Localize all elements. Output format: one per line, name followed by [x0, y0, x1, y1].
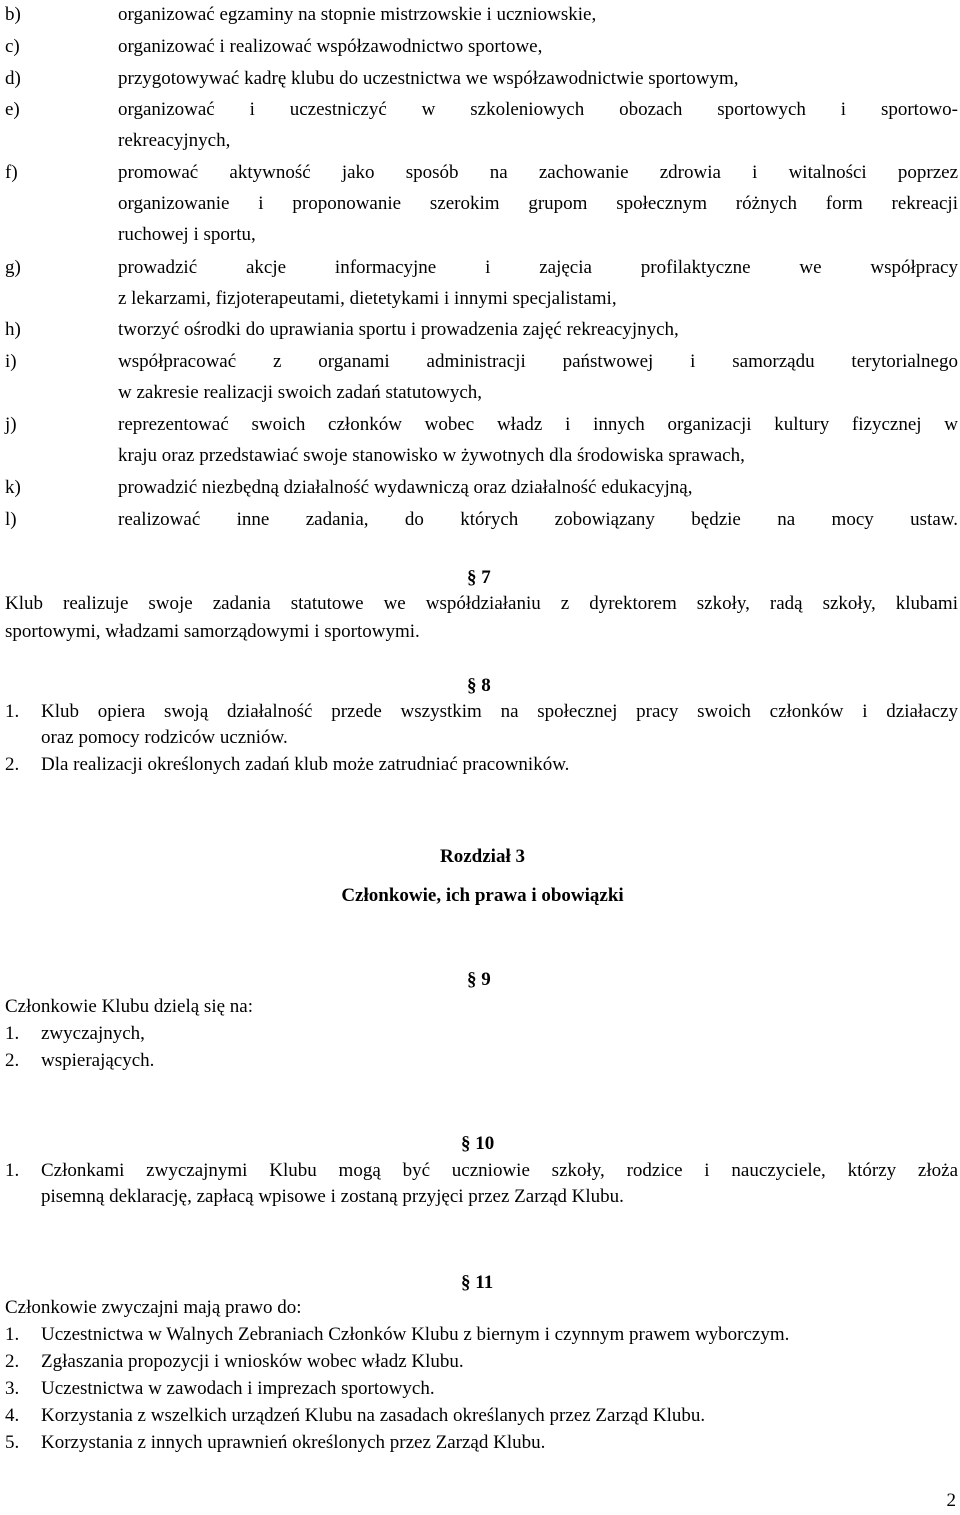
section-mark-7: § 7: [467, 567, 491, 588]
section-8-item-text: oraz pomocy rodziców uczniów.: [41, 727, 288, 748]
chapter-title: Członkowie, ich prawa i obowiązki: [341, 885, 624, 906]
list-item-label: l): [5, 509, 17, 530]
section-10-item-text: pisemną deklarację, zapłacą wpisowe i zostaną przyjęci przez Zarząd Klubu.: [41, 1186, 624, 1207]
section-11-item-number: 5.: [5, 1432, 20, 1453]
list-item-text: w zakresie realizacji swoich zadań statutowych,: [118, 382, 483, 403]
section-9-intro: Członkowie Klubu dzielą się na:: [5, 996, 253, 1017]
section-11-item-text: Zgłaszania propozycji i wniosków wobec władz Klubu.: [41, 1351, 464, 1372]
list-item-text: przygotowywać kadrę klubu do uczestnictwa we współzawodnictwie sportowym,: [118, 68, 739, 89]
section-11-intro: Członkowie zwyczajni mają prawo do:: [5, 1297, 302, 1318]
section-11-item-text: Korzystania z wszelkich urządzeń Klubu na zasadach określanych przez Zarząd Klubu.: [41, 1405, 706, 1426]
list-item-text: organizowanie i proponowanie szerokim grupom społecznym różnych form rekreacji: [118, 193, 958, 214]
section-8-item-number: 1.: [5, 701, 20, 722]
section-11-item-text: Uczestnictwa w zawodach i imprezach sportowych.: [41, 1378, 435, 1399]
section-mark-11: § 11: [461, 1272, 494, 1293]
page-number: 2: [946, 1490, 956, 1511]
list-item-label: e): [5, 99, 20, 120]
section-11-item-number: 1.: [5, 1324, 20, 1345]
section-9-item-number: 2.: [5, 1050, 20, 1071]
section-10-item-number: 1.: [5, 1160, 20, 1181]
list-item-label: c): [5, 36, 20, 57]
list-item-label: g): [5, 257, 21, 278]
section-11-item-number: 4.: [5, 1405, 20, 1426]
section-mark-10: § 10: [461, 1133, 495, 1154]
list-item-label: j): [5, 414, 17, 435]
section-8-item-text: Dla realizacji określonych zadań klub może zatrudniać pracowników.: [41, 754, 570, 775]
list-item-text: promować aktywność jako sposób na zachowanie zdrowia i witalności poprzez: [118, 162, 958, 183]
section-9-item-text: wspierających.: [41, 1050, 155, 1071]
section-7-text: sportowymi, władzami samorządowymi i sportowymi.: [5, 621, 420, 642]
list-item-text: realizować inne zadania, do których zobowiązany będzie na mocy ustaw.: [118, 509, 958, 530]
list-item-text: z lekarzami, fizjoterapeutami, dietetykami i innymi specjalistami,: [118, 288, 617, 309]
list-item-text: organizować i realizować współzawodnictwo sportowe,: [118, 36, 543, 57]
section-8-item-number: 2.: [5, 754, 20, 775]
section-10-item-text: Członkami zwyczajnymi Klubu mogą być uczniowie szkoły, rodzice i nauczyciele, którzy złoża: [41, 1160, 958, 1181]
section-11-item-text: Korzystania z innych uprawnień określonych przez Zarząd Klubu.: [41, 1432, 546, 1453]
list-item-text: ruchowej i sportu,: [118, 224, 256, 245]
section-9-item-number: 1.: [5, 1023, 20, 1044]
list-item-label: f): [5, 162, 18, 183]
section-mark-9: § 9: [467, 969, 491, 990]
list-item-text: tworzyć ośrodki do uprawiania sportu i prowadzenia zajęć rekreacyjnych,: [118, 319, 679, 340]
section-11-item-text: Uczestnictwa w Walnych Zebraniach Członków Klubu z biernym i czynnym prawem wyborczym.: [41, 1324, 790, 1345]
list-item-text: kraju oraz przedstawiać swoje stanowisko w żywotnych dla środowiska sprawach,: [118, 445, 745, 466]
section-11-item-number: 2.: [5, 1351, 20, 1372]
list-item-label: h): [5, 319, 21, 340]
section-7-text: Klub realizuje swoje zadania statutowe we współdziałaniu z dyrektorem szkoły, radą szkoły, klubami: [5, 593, 958, 614]
list-item-text: współpracować z organami administracji państwowej i samorządu terytorialnego: [118, 351, 958, 372]
section-9-item-text: zwyczajnych,: [41, 1023, 145, 1044]
list-item-label: d): [5, 68, 21, 89]
list-item-label: k): [5, 477, 21, 498]
section-8-item-text: Klub opiera swoją działalność przede wszystkim na społecznej pracy swoich członków i działaczy: [41, 701, 958, 722]
chapter-number: Rozdział 3: [440, 846, 525, 867]
section-11-item-number: 3.: [5, 1378, 20, 1399]
list-item-text: organizować i uczestniczyć w szkoleniowych obozach sportowych i sportowo-: [118, 99, 958, 120]
list-item-text: reprezentować swoich członków wobec władz i innych organizacji kultury fizycznej w: [118, 414, 958, 435]
list-item-label: i): [5, 351, 17, 372]
list-item-text: prowadzić akcje informacyjne i zajęcia profilaktyczne we współpracy: [118, 257, 958, 278]
section-mark-8: § 8: [467, 675, 491, 696]
list-item-text: rekreacyjnych,: [118, 130, 231, 151]
list-item-label: b): [5, 4, 21, 25]
list-item-text: prowadzić niezbędną działalność wydawniczą oraz działalność edukacyjną,: [118, 477, 693, 498]
list-item-text: organizować egzaminy na stopnie mistrzowskie i uczniowskie,: [118, 4, 597, 25]
